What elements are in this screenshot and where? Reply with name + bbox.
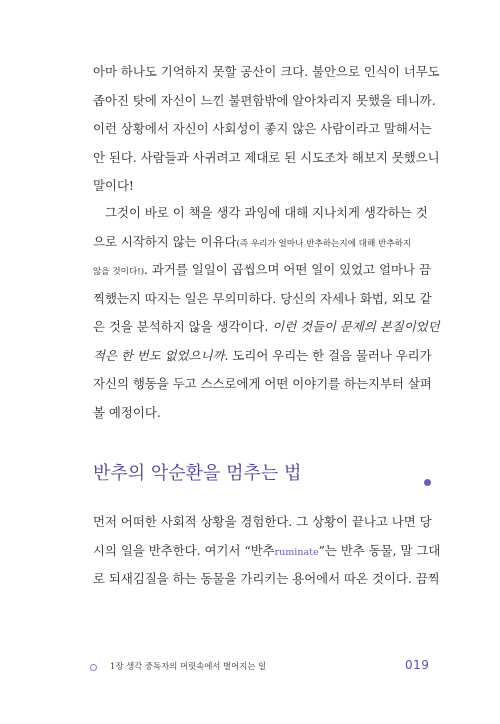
text-line: 좁아진 탓에 자신이 느낀 불편함밖에 알아차리지 못했을 테니까. bbox=[93, 92, 436, 108]
paragraph-2 bbox=[93, 199, 439, 427]
text-line: 그것이 바로 이 책을 생각 과잉에 대해 지나치게 생각하는 것 bbox=[105, 205, 428, 220]
text-line: 찍했는지 따지는 일은 무의미하다. 당신의 자세나 화법, 외모 같 bbox=[93, 290, 432, 306]
text-line bbox=[93, 313, 439, 342]
emphasis-text: 이런 것들이 문제의 본질이었던 bbox=[272, 319, 440, 334]
text-line: 아마 하나도 기억하지 못할 공산이 크다. 불안으로 인식이 너무도 bbox=[93, 64, 440, 79]
section-bullet-icon bbox=[424, 479, 431, 486]
text-line: 이런 상황에서 자신이 사회성이 좋지 않은 사람이라고 말해서는 bbox=[93, 121, 432, 136]
paragraph-1 bbox=[93, 58, 439, 201]
text-line: 안 된다. 사람들과 사귀려고 제대로 된 시도조차 해보지 못했으니 bbox=[93, 149, 440, 165]
section-heading: 반추의 악순환을 멈추는 법 bbox=[93, 463, 302, 484]
text-span: 도리어 우리는 한 걸음 물러나 우리가 bbox=[228, 347, 432, 363]
text-line: 말이다! bbox=[93, 178, 134, 193]
text-line: 로 되새김질을 하는 동물을 가리키는 용어에서 따온 것이다. 끔찍 bbox=[93, 571, 440, 586]
parenthetical-note: (즉 우리가 얼마나 반추하는지에 대해 반추하지 bbox=[236, 238, 412, 249]
text-span: ”는 반추 동물, 말 그대 bbox=[318, 542, 441, 558]
footer-circle-icon bbox=[90, 664, 97, 671]
text-span: . 과거를 일일이 곱씹으며 어떤 일이 있었고 얼마나 끔 bbox=[144, 262, 431, 277]
paragraph-3 bbox=[93, 508, 439, 594]
emphasis-text: 적은 한 번도 없었으니까. bbox=[93, 347, 229, 363]
text-line bbox=[93, 342, 439, 371]
text-line bbox=[93, 228, 439, 257]
text-span: 으로 시작하지 않는 이유다 bbox=[93, 233, 237, 249]
text-line: 볼 예정이다. bbox=[93, 404, 161, 420]
parenthetical-note: 않을 것이다!) bbox=[93, 267, 145, 277]
page-number: 019 bbox=[405, 658, 430, 672]
english-gloss: ruminate bbox=[274, 546, 319, 558]
text-span: 은 것을 분석하지 않을 생각이다. bbox=[93, 319, 273, 334]
text-line: 자신의 행동을 두고 스스로에게 어떤 이야기를 하는지부터 살펴 bbox=[93, 376, 432, 391]
text-line bbox=[93, 537, 439, 566]
text-span: 시의 일을 반추한다. 여기서 “반추 bbox=[93, 542, 275, 558]
text-line: 먼저 어떠한 사회적 상황을 경험한다. 그 상황이 끝나고 나면 당 bbox=[93, 514, 432, 529]
running-footer-chapter: 1장 생각 중독자의 머릿속에서 벌어지는 일 bbox=[110, 661, 267, 671]
text-line bbox=[93, 256, 439, 285]
